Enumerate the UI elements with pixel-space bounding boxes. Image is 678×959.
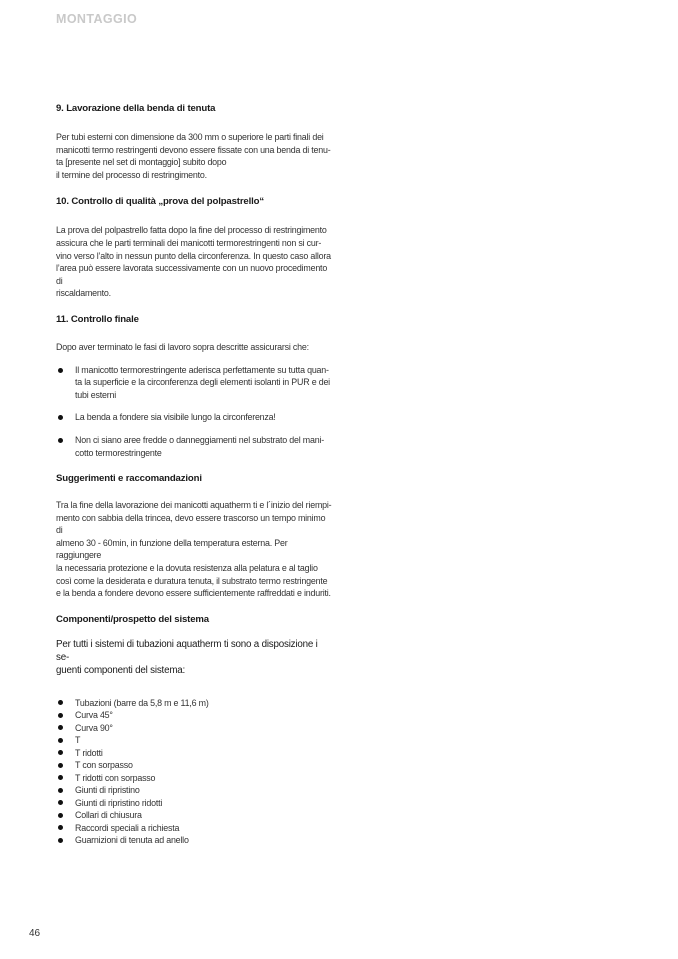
text-line: la necessaria protezione e la dovuta resistenza alla pelatura e al taglio <box>56 563 318 574</box>
heading-suggestions: Suggerimenti e raccomandazioni <box>56 473 202 485</box>
final-check-list <box>56 364 332 460</box>
list-item: T ridotti con sorpasso <box>56 772 332 785</box>
list-item: Curva 45° <box>56 709 332 722</box>
text-line: il termine del processo di restringimento. <box>56 169 207 180</box>
list-item: Giunti di ripristino ridotti <box>56 797 332 810</box>
list-item: T con sorpasso <box>56 759 332 772</box>
list-item: Non ci siano aree fredde o danneggiamenti nel substrato del mani- cotto termorestringente <box>56 434 332 459</box>
bullet-icon <box>58 415 63 420</box>
text-line: mento con sabbia della trincea, devo essere trascorso un tempo minimo di <box>56 512 326 536</box>
bullet-icon <box>58 800 63 805</box>
text-line: ta [presente nel set di montaggio] subito dopo <box>56 157 227 168</box>
paragraph-suggestions <box>56 499 332 600</box>
section-header-label: MONTAGGIO <box>56 12 138 26</box>
bullet-icon <box>58 825 63 830</box>
bullet-icon <box>58 700 63 705</box>
page-number: 46 <box>29 928 41 939</box>
text-line: l’area può essere lavorata successivamente con un nuovo procedimento di <box>56 263 328 286</box>
text-line: assicura che le parti terminali dei manicotti termorestringenti non si cur- <box>56 237 322 248</box>
list-item: Guarnizioni di tenuta ad anello <box>56 834 332 847</box>
bullet-icon <box>58 738 63 743</box>
bullet-icon <box>58 813 63 818</box>
bullet-icon <box>58 763 63 768</box>
text-line: Per tutti i sistemi di tubazioni aquatherm ti sono a disposizione i se- <box>56 638 318 663</box>
bullet-icon <box>58 713 63 718</box>
text-line: riscaldamento. <box>56 288 111 299</box>
heading-components: Componenti/prospetto del sistema <box>56 613 209 625</box>
text-line: vino verso l’alto in nessun punto della circonferenza. In questo caso allora <box>56 250 331 261</box>
text-line: Tra la fine della lavorazione dei manicotti aquatherm ti e l´inizio del riempi- <box>56 500 332 511</box>
list-item: La benda a fondere sia visibile lungo la circonferenza! <box>56 411 332 424</box>
heading-section-9: 9. Lavorazione della benda di tenuta <box>56 103 216 114</box>
list-item: Giunti di ripristino <box>56 784 332 797</box>
list-item: Tubazioni (barre da 5,8 m e 11,6 m) <box>56 697 332 710</box>
text-line: e la benda a fondere devono essere sufficientemente raffreddati e induriti. <box>56 588 331 599</box>
text-line: così come la desiderata e duratura tenuta, il substrato termo restringente <box>56 575 328 586</box>
paragraph-section-9 <box>56 131 332 181</box>
list-item: Raccordi speciali a richiesta <box>56 822 332 835</box>
text-line: manicotti termo restringenti devono essere fissate con una benda di tenu- <box>56 144 331 155</box>
text-line: La prova del polpastrello fatta dopo la fine del processo di restringimento <box>56 225 327 236</box>
components-intro <box>56 638 332 677</box>
bullet-icon <box>58 838 63 843</box>
heading-section-11: 11. Controllo finale <box>56 313 139 325</box>
bullet-icon <box>58 750 63 755</box>
bullet-icon <box>58 725 63 730</box>
bullet-icon <box>58 775 63 780</box>
list-item: Collari di chiusura <box>56 809 332 822</box>
text-line: almeno 30 - 60min, in funzione della temperatura esterna. Per raggiungere <box>56 537 288 561</box>
text-line: guenti componenti del sistema: <box>56 664 186 676</box>
bullet-icon <box>58 788 63 793</box>
bullet-icon <box>58 438 63 443</box>
text-line: Per tubi esterni con dimensione da 300 mm o superiore le parti finali dei <box>56 132 324 142</box>
paragraph-section-10 <box>56 224 332 300</box>
page-content <box>56 103 332 847</box>
bullet-icon <box>58 368 63 373</box>
heading-section-10: 10. Controllo di qualità „prova del polpastrello“ <box>56 196 265 208</box>
list-item: Curva 90° <box>56 722 332 735</box>
components-list <box>56 697 332 847</box>
list-item: T ridotti <box>56 747 332 760</box>
list-item: Il manicotto termorestringente aderisca perfettamente su tutta quan- ta la superficie e la circonferenza degli elementi isolanti in PUR e dei tubi esterni <box>56 364 332 402</box>
paragraph-section-11-intro: Dopo aver terminato le fasi di lavoro sopra descritte assicurarsi che: <box>56 341 309 352</box>
list-item: T <box>56 734 332 747</box>
